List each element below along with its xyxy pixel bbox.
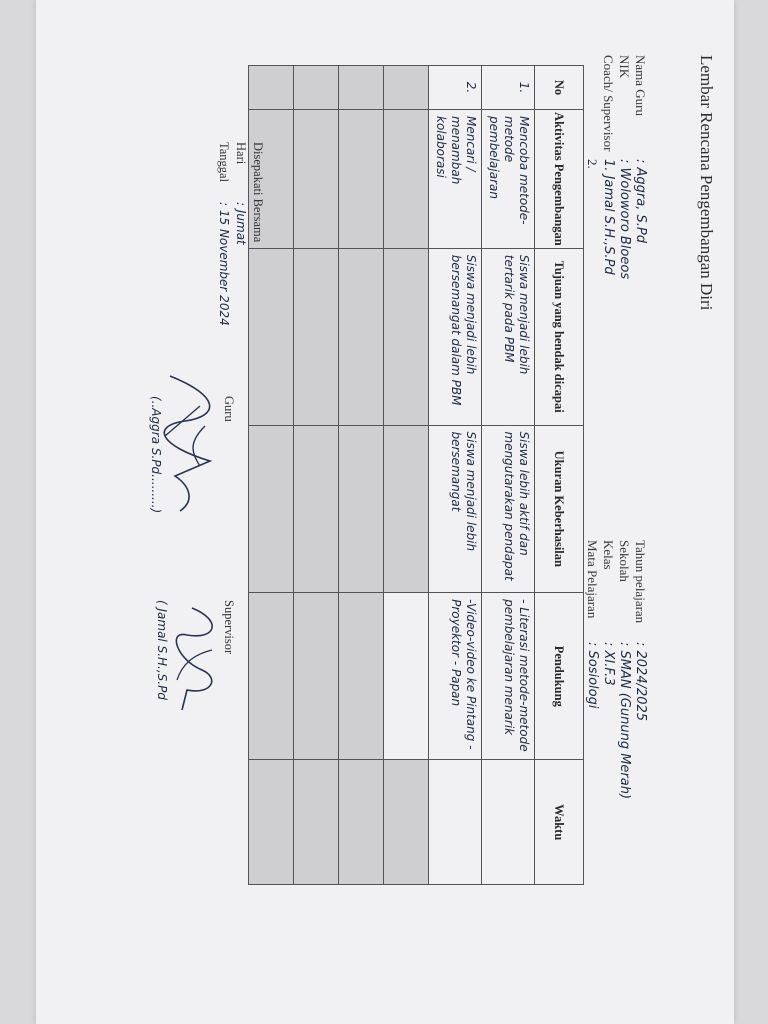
cell-empty — [384, 760, 429, 885]
table-row-empty — [294, 66, 339, 885]
cell-empty — [339, 66, 384, 110]
info-label: Nama Guru — [633, 55, 648, 117]
info-value: : Sosiologi — [585, 642, 600, 709]
info-row-nik — [616, 55, 632, 279]
rotated-document — [36, 0, 734, 1024]
info-label: Mata Pelajaran — [585, 540, 600, 619]
info-value: 2. — [585, 159, 600, 169]
info-label: NIK — [617, 55, 632, 79]
info-row-sekolah — [616, 540, 632, 799]
info-value: : SMAN (Gunung Merah) — [617, 642, 632, 800]
cell-empty — [384, 593, 429, 760]
table-row — [429, 66, 482, 885]
info-value: : Woloworo Bloeos — [617, 159, 632, 280]
cell-empty — [384, 110, 429, 249]
cell-tujuan: Siswa menjadi lebih tertarik pada PBM — [482, 248, 535, 425]
document-title: Lembar Rencana Pengembangan Diri — [697, 55, 716, 311]
table-row — [482, 66, 535, 885]
cell-empty — [294, 593, 339, 760]
left-info-block — [584, 55, 648, 279]
cell-empty — [249, 66, 294, 110]
cell-empty — [384, 248, 429, 425]
cell-empty — [339, 248, 384, 425]
header-waktu: Waktu — [535, 760, 584, 885]
guru-label: Guru — [222, 396, 236, 422]
cell-waktu — [429, 760, 482, 885]
supervisor-name: ( Jamal S.H.,S.Pd — [155, 600, 169, 700]
cell-no: 1. — [482, 66, 535, 110]
info-value: : Aggra, S.Pd — [633, 159, 648, 243]
right-info-block — [584, 540, 648, 799]
agreement-tanggal-row — [215, 142, 232, 326]
cell-empty — [294, 66, 339, 110]
guru-signature-icon — [150, 366, 230, 516]
cell-empty — [294, 110, 339, 249]
info-value: 1. Jamal S.H.,S.Pd — [601, 159, 616, 275]
guru-signature-block — [149, 396, 236, 513]
info-row-tahun — [632, 540, 648, 799]
guru-name: (..Aggra S.Pd.........) — [149, 396, 163, 514]
cell-aktivitas: Mencari / menambah kolaborasi — [429, 110, 482, 249]
cell-empty — [294, 248, 339, 425]
header-pendukung: Pendukung — [535, 593, 584, 760]
cell-empty — [339, 760, 384, 885]
cell-empty — [339, 110, 384, 249]
cell-empty — [384, 425, 429, 593]
cell-waktu — [482, 760, 535, 885]
cell-no: 2. — [429, 66, 482, 110]
table-row-empty — [339, 66, 384, 885]
cell-empty — [249, 425, 294, 593]
agreement-block — [215, 142, 266, 326]
document-page — [36, 0, 734, 1024]
cell-empty — [249, 760, 294, 885]
info-value: : XI.F.3 — [601, 642, 616, 686]
table-row-empty — [384, 66, 429, 885]
cell-pendukung: - Literasi metode-metode pembelajaran menarik — [482, 593, 535, 760]
cell-empty — [249, 593, 294, 760]
cell-aktivitas: Mencoba metode-metode pembelajaran — [482, 110, 535, 249]
cell-empty — [384, 66, 429, 110]
info-row-coach — [600, 55, 616, 279]
development-plan-table — [248, 65, 584, 885]
supervisor-signature-icon — [162, 600, 232, 720]
agreement-heading: Disepakati Bersama — [251, 142, 265, 243]
tanggal-value: : 15 November 2024 — [217, 202, 231, 326]
info-row-kelas — [600, 540, 616, 799]
cell-empty — [339, 593, 384, 760]
hari-value: : Jumat — [234, 202, 248, 245]
info-row-coach-2 — [584, 55, 600, 279]
tanggal-label: Tanggal — [217, 142, 231, 183]
info-label: Kelas — [601, 540, 616, 570]
table-header-row — [535, 66, 584, 885]
info-label: Coach/ Supervisor — [601, 55, 616, 152]
header-no: No — [535, 66, 584, 110]
agreement-hari-row — [232, 142, 249, 326]
supervisor-label: Supervisor — [222, 600, 236, 655]
cell-empty — [294, 760, 339, 885]
header-aktivitas: Aktivitas Pengembangan — [535, 110, 584, 249]
cell-tujuan: Siswa menjadi lebih bersemangat dalam PBM — [429, 248, 482, 425]
cell-ukuran: Siswa lebih aktif dan mengutarakan pendapat — [482, 425, 535, 593]
info-label-empty — [584, 55, 600, 155]
cell-pendukung: -Video-video ke Pintang - Proyektor - Papan — [429, 593, 482, 760]
info-row-mapel — [584, 540, 600, 799]
hari-label: Hari — [234, 142, 248, 165]
cell-ukuran: Siswa menjadi lebih bersemangat — [429, 425, 482, 593]
supervisor-signature-block — [155, 600, 236, 700]
cell-empty — [294, 425, 339, 593]
info-label: Sekolah — [617, 540, 632, 582]
info-label: Tahun pelajaran — [633, 540, 648, 624]
info-value: : 2024/2025 — [633, 642, 648, 722]
header-ukuran: Ukuran Keberhasilan — [535, 425, 584, 593]
cell-empty — [339, 425, 384, 593]
info-row-nama-guru — [632, 55, 648, 279]
header-tujuan: Tujuan yang hendak dicapai — [535, 248, 584, 425]
